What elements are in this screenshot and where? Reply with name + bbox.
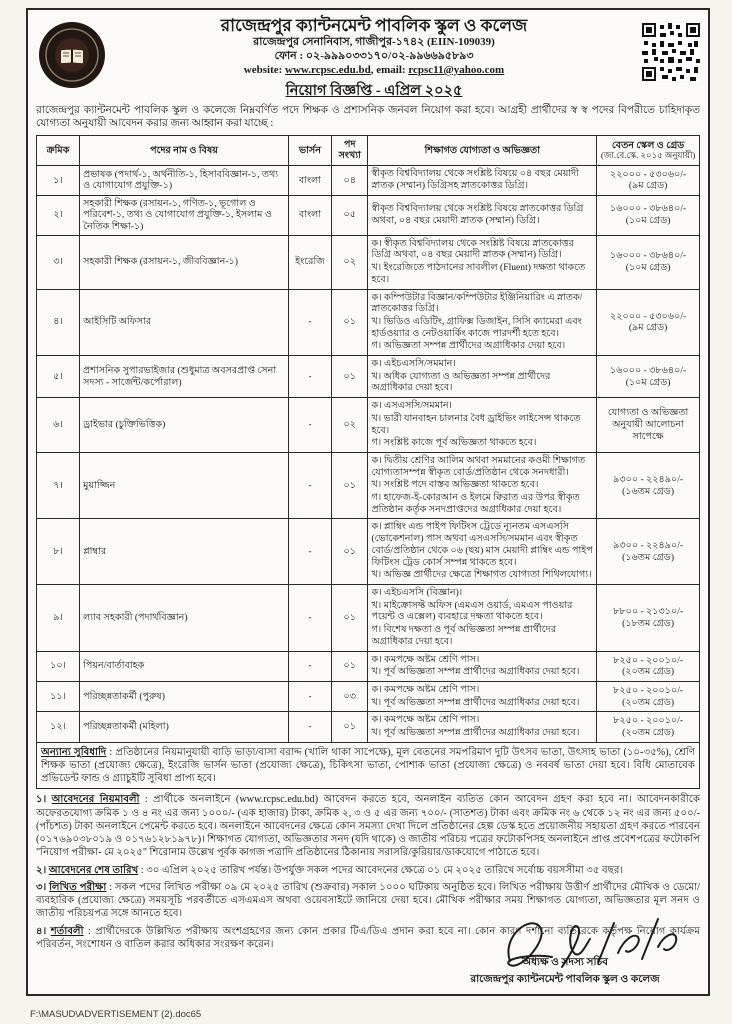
cell-version: - [288,452,331,519]
table-row [37,519,700,585]
signature-block [430,955,700,989]
note-paragraph [36,864,700,877]
qr-code-icon [642,23,700,81]
cell-serial: ৯। [37,584,80,651]
job-positions-table [36,135,700,743]
table-row [37,195,700,235]
note-number: ২। [36,864,49,876]
note-number: ৪। [36,925,51,937]
school-phone: ফোন : ০২-৯৯৯০৩৩১৭০/০২-৯৯৬৬৯৫৮৯৩ [274,50,474,62]
signatory-institution: রাজেন্দ্রপুর ক্যান্টনমেন্ট পাবলিক স্কুল ও কলেজ [470,974,660,986]
cell-serial: ১১। [37,681,80,711]
note-label: আবেদনের নিয়মাবলী [51,794,140,806]
cell-post-count: ০৫ [332,195,368,235]
benefits-body: : প্রতিষ্ঠানের নিয়মানুযায়ী বাড়ি ভাড়া/বাসা বরাদ্দ (খালি থাকা সাপেক্ষে), মূল বেতনের সমপরিমাণ দুটি উৎসব ভাতা, উৎসাহ ভাতা (১০-৩৫%), শ্রেণি শিক্ষক ভাতা (প্রযোজ্য ক্ষেত্রে), ইংরেজি ভার্সন ভাতা (প্রযোজ্য ক্ষেত্রে), চিকিৎসা ভাতা, পোশাক ভাতা (প্রযোজ্য ক্ষেত্রে) ও নববর্ষ ভাতা দেয়া হবে। বিধি মোতাবেক প্রভিডেন্ট ফান্ড ও গ্র্যাচুইটি সুবিধা প্রাপ্য হবে। [41,746,696,785]
cell-salary: ২২০০০ - ৫৩০৬০/- (৯ম গ্রেড) [597,166,700,195]
cell-salary: যোগ্যতা ও অভিজ্ঞতা অনুযায়ী আলোচনা সাপেক্ষে [597,398,700,453]
cell-salary: ৮৮০০ - ২১৩১০/- (১৮তম গ্রেড) [597,584,700,651]
table-row [37,584,700,651]
cell-post-name: পিয়ন/বার্তাবাহক [80,651,289,681]
cell-version: বাংলা [288,195,331,235]
cell-serial: ১২। [37,712,80,742]
cell-qualification: ক। প্লাম্বিং এন্ড পাইপ ফিটিংস ট্রেডে ন্যূনতম এসএসসি (ভোকেশনাল) পাস অথবা এসএসসি/সমমান এবং স্বীকৃত বোর্ড/প্রতিষ্ঠান থেকে ০৬ (ছয়) মাস মেয়াদী প্লাম্বিং এন্ড পাইপ ফিটিংস ট্রেড কোর্স সম্পন্ন থাকতে হবে। খ। অভিজ্ঞ প্রার্থীদের ক্ষেত্রে শিক্ষাগত যোগ্যতা শিথিলযোগ্য। [368,519,597,585]
school-web-email [120,64,628,78]
cell-qualification: ক। কমপক্ষে অষ্টম শ্রেণি পাস। খ। পূর্ব অভিজ্ঞতা সম্পন্ন প্রার্থীদের অগ্রাধিকার দেয়া হবে। [368,651,597,681]
note-label: শর্তাবলী [50,925,84,937]
cell-post-name: মুয়াজ্জিন [80,452,289,519]
cell-salary: ৯৩০০ - ২২৪৯০/- (১৬তম গ্রেড) [597,519,700,585]
table-header-row [37,135,700,165]
cell-post-name: পরিচ্ছন্নতাকর্মী (মহিলা) [80,712,289,742]
cell-serial: ৪। [37,289,80,356]
col-header-serial: ক্রমিক [37,135,80,165]
notes [36,793,700,951]
cell-qualification: স্বীকৃত বিশ্ববিদ্যালয় থেকে সংশ্লিষ্ট বিষয়ে ০৪ বছর মেয়াদী স্নাতক (সম্মান) ডিগ্রিসহ স্নাতকোত্তর ডিগ্রি। [368,166,597,195]
note-body: : প্রার্থীকে অনলাইনে (www.rcpsc.edu.bd) আবেদন করতে হবে, অনলাইন ব্যতিত কোন আবেদন গ্রহণ করা হবে না। আবেদনকারীকে অফেরতযোগ্য ক্রমিক ১ ও ৪ নং এর জন্য ১০০০/- (এক হাজার) টাকা, ক্রমিক ২, ৩ ও ৫ এর জন্য ৭০০/- (সাতশত) টাকা এবং ক্রমিক নং ৬ থেকে ১২ নং এর জন্য ৫০০/- (পাঁচশত) টাকা অনলাইনে পেমেন্ট করতে হবে। অনলাইনে আবেদনের ক্ষেত্রে কোন সমস্যা দেখা দিলে প্রতিষ্ঠানের হেল্প ডেস্ক হতে প্রয়োজনীয় সহায়তা গ্রহণ করতে পারবেন (০১৭৬৯০৩৮০১৯ ও ০১৭৬১২৮১৯৭৮)। শিক্ষাগত যোগ্যতা, অভিজ্ঞতার সনদ (যদি থাকে) ও জাতীয় পরিচয় পত্রের ফটোকপিসহ অনলাইনে প্রাপ্ত প্রবেশপত্রের ফটোকপি "নিয়োগ পরীক্ষা- মে ২০২৫" শিরোনাম উল্লেখ পূর্বক কাগজ পত্রাদি প্রতিষ্ঠানের ঠিকানায় সরাসরি/কুরিয়ার/ডাকযোগে পাঠাতে হবে। [36,794,700,859]
cell-serial: ৬। [37,398,80,453]
cell-post-count: ০১ [332,519,368,585]
qr-code [628,15,700,86]
cell-salary: ২২০০০ - ৫৩০৬০/- (৯ম গ্রেড) [597,289,700,356]
table-row [37,289,700,356]
cell-post-name: প্রভাষক (পদার্থ-১, অর্থনীতি-১, হিসাববিজ্ঞান-১, তথ্য ও যোগাযোগ প্রযুক্তি-১) [80,166,289,195]
cell-post-name: ড্রাইভার (চুক্তিভিত্তিক) [80,398,289,453]
cell-version: - [288,712,331,742]
table-row [37,166,700,195]
cell-serial: ২। [37,195,80,235]
cell-qualification: ক। এইচএসসি/সমমান। খ। অধিক যোগ্যতা ও অভিজ্ঞতা সম্পন্ন প্রার্থীদের অগ্রাধিকার দেয়া হবে। [368,356,597,398]
note-number: ৩। [36,881,50,893]
col-header-qualification: শিক্ষাগত যোগ্যতা ও অভিজ্ঞতা [368,135,597,165]
benefits-label: অন্যান্য সুবিধাদি [41,746,107,758]
cell-post-count: ০১ [332,356,368,398]
cell-post-name: ল্যাব সহকারী (পদার্থবিজ্ঞান) [80,584,289,651]
note-paragraph [36,925,700,952]
salary-subheader: (জা.বে.স্কে. ২০১৫ অনুযায়ী) [600,150,696,161]
cell-post-count: ০৩ [332,681,368,711]
cell-salary: ১৬০০০ - ৩৮৬৪০/- (১০ম গ্রেড) [597,235,700,289]
col-header-count: পদ সংখ্যা [332,135,368,165]
cell-qualification: ক। কমপক্ষে অষ্টম শ্রেণি পাস। খ। পূর্ব অভিজ্ঞতা সম্পন্ন প্রার্থীদের অগ্রাধিকার দেয়া হবে। [368,681,597,711]
cell-post-name: পরিচ্ছন্নতাকর্মী (পুরুষ) [80,681,289,711]
table-row [37,681,700,711]
cell-post-name: সহকারী শিক্ষক (রসায়ন-১, গণিত-১, ভূগোল ও পরিবেশ-১, তথ্য ও যোগাযোগ প্রযুক্তি-১, ইসলাম ও নৈতিক শিক্ষা-১) [80,195,289,235]
col-header-salary: বেতন স্কেল ও গ্রেড (জা.বে.স্কে. ২০১৫ অনুযায়ী) [597,135,700,165]
cell-version: - [288,584,331,651]
cell-version: - [288,681,331,711]
cell-post-count: ০২ [332,398,368,453]
cell-salary: ১৬০০০ - ৩৮৬৪০/- (১০ম গ্রেড) [597,195,700,235]
note-body: : সকল পদের লিখিত পরীক্ষা ০৯ মে ২০২৫ তারিখ (শুক্রবার) সকাল ১০০০ ঘটিকায় অনুষ্ঠিত হবে। লিখিত পরীক্ষায় উত্তীর্ণ প্রার্থীদের মৌখিক ও ডেমো/ব্যবহারিক (প্রযোজ্য ক্ষেত্রে) সময়সূচি পরবর্তীতে এসএমএস অথবা ওয়েবসাইটে জানিয়ে দেয়া হবে। মৌখিক পরীক্ষার সময় শিক্ষাগত যোগ্যতা, অভিজ্ঞতার মূল সনদ ও জাতীয় পরিচয়পত্র সঙ্গে আনতে হবে। [36,881,700,920]
cell-post-count: ০৪ [332,166,368,195]
cell-salary: ৮২৫০ - ২০০১০/- (২০তম গ্রেড) [597,681,700,711]
table-row [37,398,700,453]
cell-serial: ১০। [37,651,80,681]
note-number: ১। [36,794,52,806]
cell-post-name: সহকারী শিক্ষক (রসায়ন-১, জীববিজ্ঞান-১) [80,235,289,289]
other-benefits-section [36,742,700,790]
cell-salary: ৮২৫০ - ২০০১০/- (২০তম গ্রেড) [597,712,700,742]
signatory-title: অধ্যক্ষ ও সদস্য সচিব [521,957,609,969]
col-header-post: পদের নাম ও বিষয় [80,135,289,165]
cell-post-count: ০১ [332,584,368,651]
note-paragraph [36,881,700,921]
note-body: : ৩০ এপ্রিল ২০২৫ তারিখ পর্যন্ত। উপর্যুক্ত সকল পদের আবেদনের ক্ষেত্রে ০১ মে ২০২৫ তারিখে সর্বোচ্চ বয়সসীমা ৩৫ বছর। [140,864,624,876]
cell-salary: ৯৩০০ - ২২৪৯০/- (১৬তম গ্রেড) [597,452,700,519]
cell-serial: ৮। [37,519,80,585]
note-body: : প্রার্থীদেরকে উল্লিখিত পরীক্ষায় অংশগ্রহণের জন্য কোন প্রকার টিএ/ডিএ প্রদান করা হবে না। কোন কারণ দর্শানো ব্যতিরেকে কর্তৃপক্ষ নিয়োগ কার্যক্রম পরিবর্তন, সংশোধন ও বাতিল করার অধিকার সংরক্ষণ করেন। [36,925,701,950]
cell-serial: ৫। [37,356,80,398]
file-path-footer: F:\MASUD\ADVERTISEMENT (2).doc65 [30,1009,202,1020]
table-row [37,651,700,681]
cell-post-count: ০১ [332,712,368,742]
cell-qualification: ক। এসএসসি/সমমান। খ। ভারী যানবাহন চালনার বৈধ ড্রাইভিং লাইসেন্স থাকতে হবে। গ। সংশ্লিষ্ট কাজে পূর্ব অভিজ্ঞতা থাকতে হবে। [368,398,597,453]
cell-version: বাংলা [288,166,331,195]
email-link[interactable]: rcpsc11@yahoo.com [408,63,505,76]
document-border-frame [26,8,710,996]
cell-qualification: ক। স্বীকৃত বিশ্ববিদ্যালয় থেকে সংশ্লিষ্ট বিষয়ে স্নাতকোত্তর ডিগ্রি অথবা, ০৪ বছর মেয়াদী স্নাতক (সম্মান) ডিগ্রি। খ। ইংরেজিতে পাঠদানের সাবলীল (Fluent) দক্ষতা থাকতে হবে। [368,235,597,289]
school-name: রাজেন্দ্রপুর ক্যান্টনমেন্ট পাবলিক স্কুল ও কলেজ [220,16,528,35]
cell-post-name: প্লাম্বার [80,519,289,585]
email-label: , email: [370,63,409,76]
notice-title: নিয়োগ বিজ্ঞপ্তি - এপ্রিল ২০২৫ [285,82,463,99]
header-text-block [120,15,628,101]
note-paragraph [36,793,700,859]
cell-version: - [288,651,331,681]
cell-qualification: ক। কমপক্ষে অষ্টম শ্রেণি পাস। খ। পূর্ব অভিজ্ঞতা সম্পন্ন প্রার্থীদের অগ্রাধিকার দেয়া হবে। [368,712,597,742]
cell-version: - [288,289,331,356]
cell-qualification: ক। কম্পিউটার বিজ্ঞান/কম্পিউটার ইঞ্জিনিয়ারিং এ স্নাতক/স্নাতকোত্তর ডিগ্রি। খ। ভিডিও এডিটিং, গ্রাফিক্স ডিজাইন, সিসি ক্যামেরা এবং হার্ডওয়্যার ও নেটওয়ার্কিং কাজে পারদর্শী হতে হবে। গ। অভিজ্ঞতা সম্পন্ন প্রার্থীদের অগ্রাধিকার দেয়া হবে। [368,289,597,356]
website-label: website: [243,63,286,76]
table-row [37,712,700,742]
cell-version: - [288,398,331,453]
cell-version: ইংরেজি [288,235,331,289]
table-row [37,235,700,289]
cell-serial: ১। [37,166,80,195]
cell-salary: ১৬০০০ - ৩৮৬৪০/- (১০ম গ্রেড) [597,356,700,398]
cell-serial: ৩। [37,235,80,289]
cell-serial: ৭। [37,452,80,519]
table-row [37,356,700,398]
cell-qualification: ক। দ্বিতীয় শ্রেণির আলিম অথবা সমমানের কওমী শিক্ষাগত যোগ্যতাসম্পন্ন স্বীকৃত বোর্ড/প্রতিষ্ঠান থেকে সনদধারী। খ। সংশ্লিষ্ট পদে বাস্তব অভিজ্ঞতা থাকতে হবে। গ। হাফেজ-ই-কোরআন ও ইলমে ক্বিরাত এর উপর স্বীকৃত প্রতিষ্ঠান কর্তৃক সনদপ্রাপ্তদের অগ্রাধিকার দেয়া হবে। [368,452,597,519]
cell-post-count: ০১ [332,651,368,681]
job-table-body [37,166,700,743]
cell-post-count: ০২ [332,235,368,289]
note-label: লিখিত পরীক্ষা [49,881,107,893]
school-logo [36,15,120,96]
cell-post-count: ০১ [332,289,368,356]
cell-version: - [288,519,331,585]
cell-qualification: ক। এইচএসসি (বিজ্ঞান)। খ। মাইক্রোসফ্ট অফিস (এমএস ওয়ার্ড, এমএস পাওয়ার পয়েন্ট ও এক্সেল) ব্যবহারে দক্ষতা থাকতে হবে। গ। বিশেষ দক্ষতা ও পূর্ব অভিজ্ঞতা সম্পন্ন প্রার্থীদের অগ্রাধিকার দেয়া হবে। [368,584,597,651]
cell-post-count: ০১ [332,452,368,519]
cell-qualification: স্বীকৃত বিশ্ববিদ্যালয় থেকে সংশ্লিষ্ট বিষয়ে স্নাতকোত্তর ডিগ্রি অথবা, ০৪ বছর মেয়াদী স্নাতক (সম্মান) ডিগ্রি। [368,195,597,235]
intro-paragraph: রাজেন্দ্রপুর ক্যান্টনমেন্ট পাবলিক স্কুল ও কলেজে নিম্নবর্ণিত পদে শিক্ষক ও প্রশাসনিক জনবল নিয়োগ করা হবে। আগ্রহী প্রার্থীদের স্ব স্ব পদের বিপরীতে চাহিদাকৃত যোগ্যতা অনুযায়ী আবেদন করার জন্য আহ্বান করা যাচ্ছে : [36,104,700,130]
col-header-version: ভার্সন [288,135,331,165]
table-row [37,452,700,519]
cell-version: - [288,356,331,398]
document-header [36,15,700,101]
cell-salary: ৮২৫০ - ২০০১০/- (২০তম গ্রেড) [597,651,700,681]
cell-post-name: আইসিটি অফিসার [80,289,289,356]
school-seal-icon [36,19,108,91]
cell-post-name: প্রশাসনিক সুপারভাইজার (শুধুমাত্র অবসরপ্রাপ্ত সেনা সদস্য - সার্জেন্ট/কর্পোরাল) [80,356,289,398]
website-link[interactable]: www.rcpsc.edu.bd [285,63,371,76]
school-address: রাজেন্দ্রপুর সেনানিবাস, গাজীপুর-১৭৪২ (EIIN-109039) [253,36,495,49]
note-label: আবেদনের শেষ তারিখ [48,864,139,876]
